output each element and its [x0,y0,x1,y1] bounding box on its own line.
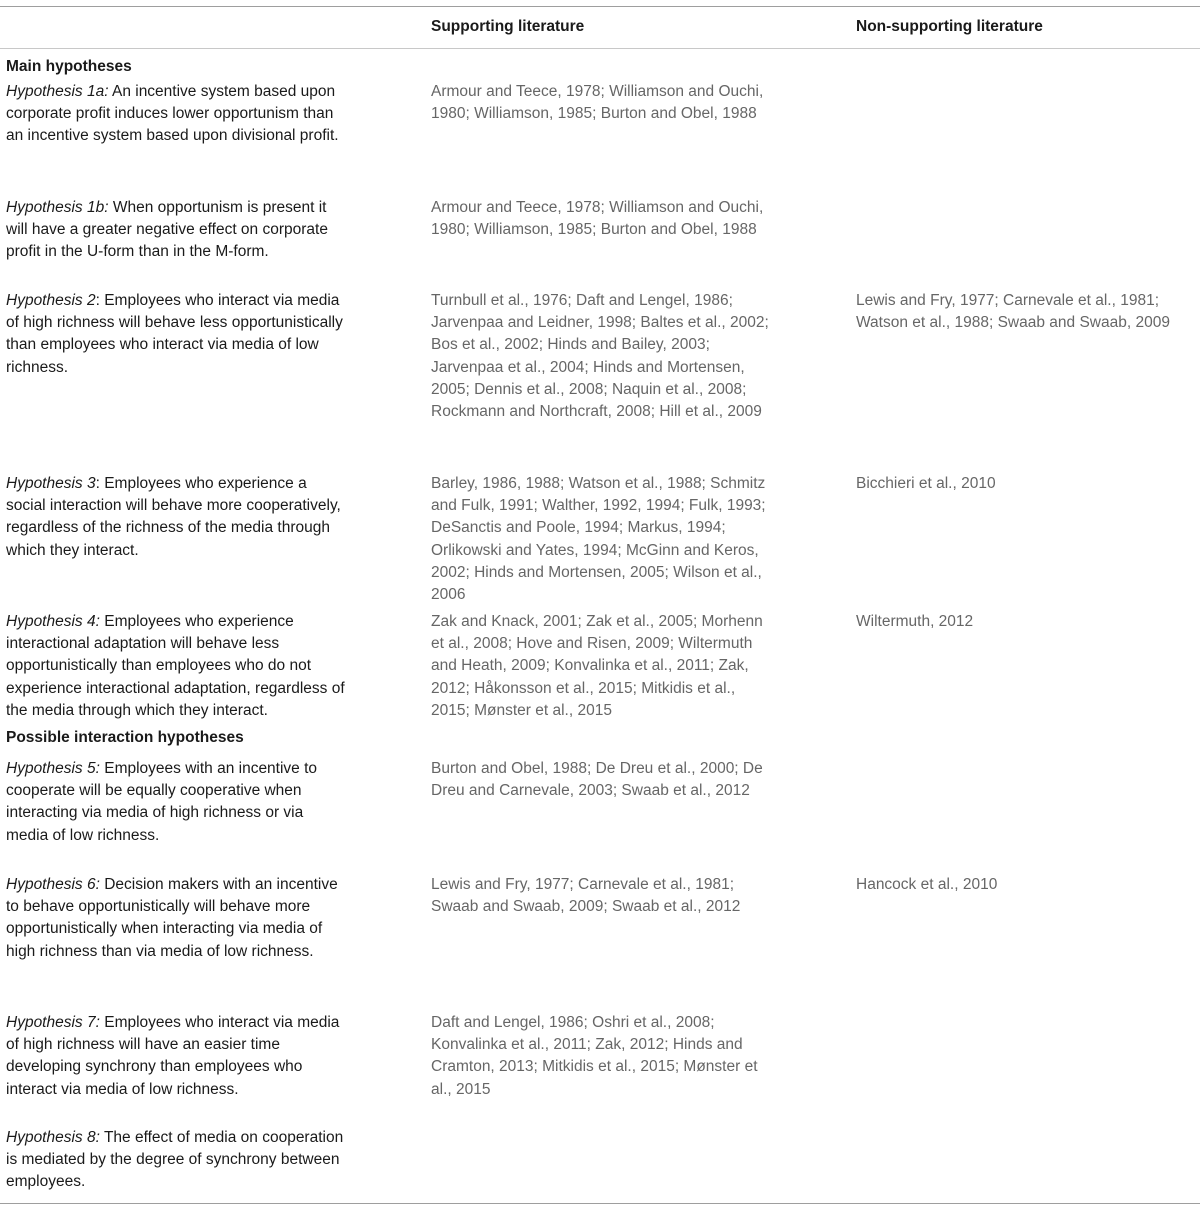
hypothesis-6 [6,874,346,963]
non-supporting-literature-6: Hancock et al., 2010 [856,876,998,893]
hypothesis-label: Hypothesis 4: [6,613,100,630]
table-bottom-rule [0,1203,1200,1204]
hypothesis-1a [6,81,346,148]
supporting-literature-2: Turnbull et al., 1976; Daft and Lengel, 1986; Jarvenpaa and Leidner, 1998; Baltes et al., 2002; Bos et al., 2002; Hinds and Bailey, 2003; Jarvenpaa et al., 2004; Hinds and Mortensen, 2005; Dennis et al., 2008; Naquin et al., 2008; Rockmann and Northcraft, 2008; Hill et al., 2009 [431,292,769,421]
non-supporting-literature-4: Wiltermuth, 2012 [856,613,974,630]
hypothesis-text: The effect of media on cooperation is mediated by the degree of synchrony between employees. [6,1129,344,1191]
section-main-hypotheses: Main hypotheses [6,58,132,75]
hypothesis-label: Hypothesis 2 [6,292,96,309]
supporting-literature-3: Barley, 1986, 1988; Watson et al., 1988; Schmitz and Fulk, 1991; Walther, 1992, 1994; Fulk, 1993; DeSanctis and Poole, 1994; Markus, 1994; Orlikowski and Yates, 1994; McGinn and Keros, 2002; Hinds and Mortensen, 2005; Wilson et al., 2006 [431,475,766,604]
hypothesis-label: Hypothesis 1a: [6,83,109,100]
hypothesis-text: : Employees who interact via media of high richness will behave less opportunistically than employees who interact via media of low richness. [6,292,343,376]
hypothesis-text: Employees who experience interactional adaptation will behave less opportunistically than employees who do not experience interactional adaptation, regardless of the media through which they interact. [6,613,345,719]
hypothesis-7 [6,1012,346,1101]
hypothesis-text: Employees with an incentive to cooperate will be equally cooperative when interacting via media of high richness or via media of low richness. [6,760,318,844]
supporting-literature-1a: Armour and Teece, 1978; Williamson and Ouchi, 1980; Williamson, 1985; Burton and Obel, 1988 [431,83,764,123]
supporting-literature-7: Daft and Lengel, 1986; Oshri et al., 2008; Konvalinka et al., 2011; Zak, 2012; Hinds and Cramton, 2013; Mitkidis et al., 2015; Mønster et al., 2015 [431,1014,758,1098]
hypothesis-text: Employees who interact via media of high richness will have an easier time developing synchrony than employees who interact via media of low richness. [6,1014,340,1098]
non-supporting-literature-3: Bicchieri et al., 2010 [856,475,996,492]
hypothesis-label: Hypothesis 3 [6,475,96,492]
hypothesis-label: Hypothesis 1b: [6,199,109,216]
hypothesis-label: Hypothesis 8: [6,1129,100,1146]
non-supporting-literature-2: Lewis and Fry, 1977; Carnevale et al., 1981; Watson et al., 1988; Swaab and Swaab, 2009 [856,292,1170,332]
hypothesis-5 [6,758,346,847]
supporting-literature-1b: Armour and Teece, 1978; Williamson and Ouchi, 1980; Williamson, 1985; Burton and Obel, 1988 [431,199,764,239]
supporting-literature-5: Burton and Obel, 1988; De Dreu et al., 2000; De Dreu and Carnevale, 2003; Swaab et al., 2012 [431,760,763,800]
header-supporting-literature: Supporting literature [431,18,585,35]
supporting-literature-6: Lewis and Fry, 1977; Carnevale et al., 1981; Swaab and Swaab, 2009; Swaab et al., 2012 [431,876,741,916]
hypothesis-label: Hypothesis 5: [6,760,100,777]
hypothesis-3 [6,473,346,562]
hypothesis-label: Hypothesis 6: [6,876,100,893]
hypothesis-label: Hypothesis 7: [6,1014,100,1031]
table-top-rule [0,6,1200,7]
hypothesis-2 [6,290,346,379]
hypothesis-text: When opportunism is present it will have a greater negative effect on corporate profit in the U-form than in the M-form. [6,199,328,261]
header-rule [0,48,1200,49]
hypothesis-8 [6,1127,346,1194]
hypothesis-text: : Employees who experience a social interaction will behave more cooperatively, regardless of the richness of the media through which they interact. [6,475,341,559]
hypothesis-text: Decision makers with an incentive to behave opportunistically will behave more opportunistically when interacting via media of high richness than via media of low richness. [6,876,338,960]
header-non-supporting-literature: Non-supporting literature [856,18,1043,35]
hypothesis-4 [6,611,346,722]
hypothesis-text: An incentive system based upon corporate profit induces lower opportunism than an incentive system based upon divisional profit. [6,83,339,145]
section-possible-interaction-hypotheses: Possible interaction hypotheses [6,729,244,746]
supporting-literature-4: Zak and Knack, 2001; Zak et al., 2005; Morhenn et al., 2008; Hove and Risen, 2009; Wiltermuth and Heath, 2009; Konvalinka et al., 2011; Zak, 2012; Håkonsson et al., 2015; Mitkidis et al., 2015; Mønster et al., 2015 [431,613,763,719]
hypothesis-1b [6,197,346,264]
